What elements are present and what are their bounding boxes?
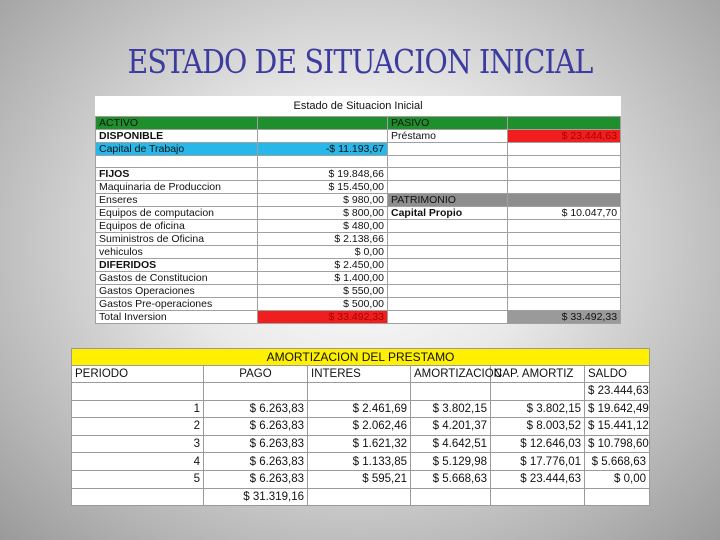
pago-cell: $ 6.263,83 xyxy=(204,470,308,488)
interes-cell: $ 1.133,85 xyxy=(308,453,411,471)
pago-cell: $ 6.263,83 xyxy=(204,453,308,471)
col-header-pago: PAGO xyxy=(204,366,308,383)
fijos-label: FIJOS xyxy=(96,168,258,181)
col-header-amortizacion: AMORTIZACION xyxy=(411,366,491,383)
fijo-item-value: $ 980,00 xyxy=(258,194,388,207)
capital-propio-label: Capital Propio xyxy=(388,207,508,220)
total-pasivo-value: $ 33.492,33 xyxy=(508,311,621,324)
cap-amortiz-cell: $ 12.646,03 xyxy=(491,435,585,453)
saldo-cell: $ 19.642,49 xyxy=(585,400,650,418)
interes-cell: $ 2.062,46 xyxy=(308,418,411,436)
amortization-title: AMORTIZACION DEL PRESTAMO xyxy=(72,349,650,366)
fijo-item-value: $ 800,00 xyxy=(258,207,388,220)
slide-title: ESTADO DE SITUACION INICIAL xyxy=(127,42,593,81)
fijo-item-value: $ 15.450,00 xyxy=(258,181,388,194)
balance-sheet-table xyxy=(95,96,621,324)
diferido-item-value: $ 550,00 xyxy=(258,285,388,298)
table-row xyxy=(72,435,650,453)
pago-cell: $ 6.263,83 xyxy=(204,418,308,436)
amortization-table xyxy=(71,348,650,506)
fijos-value: $ 19.848,66 xyxy=(258,168,388,181)
table-row xyxy=(72,470,650,488)
cap-amortiz-cell: $ 17.776,01 xyxy=(491,453,585,471)
diferidos-label: DIFERIDOS xyxy=(96,259,258,272)
balance-sheet-title: Estado de Situacion Inicial xyxy=(293,99,423,112)
cap-amortiz-cell: $ 3.802,15 xyxy=(491,400,585,418)
fijo-item-label: Maquinaria de Produccion xyxy=(96,181,258,194)
activo-header: ACTIVO xyxy=(96,116,258,129)
periodo-cell: 3 xyxy=(72,435,204,453)
diferido-item-value: $ 500,00 xyxy=(258,298,388,311)
saldo-cell: $ 5.668,63 xyxy=(585,453,650,471)
fijo-item-label: vehiculos xyxy=(96,246,258,259)
fijo-item-value: $ 2.138,66 xyxy=(258,233,388,246)
periodo-cell: 5 xyxy=(72,470,204,488)
amortizacion-cell: $ 3.802,15 xyxy=(411,400,491,418)
table-row xyxy=(72,400,650,418)
interes-cell: $ 1.621,32 xyxy=(308,435,411,453)
prestamo-value: $ 23.444,63 xyxy=(508,129,621,142)
periodo-cell: 4 xyxy=(72,453,204,471)
amortizacion-cell: $ 4.642,51 xyxy=(411,435,491,453)
table-row xyxy=(72,418,650,436)
pago-cell: $ 6.263,83 xyxy=(204,435,308,453)
fijo-item-label: Suministros de Oficina xyxy=(96,233,258,246)
disponible-label: DISPONIBLE xyxy=(96,129,258,142)
fijo-item-label: Equipos de computacion xyxy=(96,207,258,220)
pago-cell: $ 6.263,83 xyxy=(204,400,308,418)
cap-amortiz-cell: $ 23.444,63 xyxy=(491,470,585,488)
total-pago: $ 31.319,16 xyxy=(204,488,308,506)
initial-saldo: $ 23.444,63 xyxy=(585,383,650,401)
amortizacion-cell: $ 5.129,98 xyxy=(411,453,491,471)
prestamo-label: Préstamo xyxy=(388,129,508,142)
col-header-cap-amortiz: CAP. AMORTIZ xyxy=(491,366,585,383)
fijo-item-value: $ 480,00 xyxy=(258,220,388,233)
col-header-interes: INTERES xyxy=(308,366,411,383)
diferido-item-value: $ 1.400,00 xyxy=(258,272,388,285)
col-header-periodo: PERIODO xyxy=(72,366,204,383)
col-header-saldo: SALDO xyxy=(585,366,650,383)
fijo-item-label: Equipos de oficina xyxy=(96,220,258,233)
total-inversion-label: Total Inversion xyxy=(96,311,258,324)
amortizacion-cell: $ 4.201,37 xyxy=(411,418,491,436)
capital-trabajo-label: Capital de Trabajo xyxy=(96,142,258,155)
diferido-item-label: Gastos Operaciones xyxy=(96,285,258,298)
saldo-cell: $ 15.441,12 xyxy=(585,418,650,436)
periodo-cell: 2 xyxy=(72,418,204,436)
diferido-item-label: Gastos de Constitucion xyxy=(96,272,258,285)
fijo-item-label: Enseres xyxy=(96,194,258,207)
table-row xyxy=(72,453,650,471)
fijo-item-value: $ 0,00 xyxy=(258,246,388,259)
periodo-cell: 1 xyxy=(72,400,204,418)
capital-propio-value: $ 10.047,70 xyxy=(508,207,621,220)
diferido-item-label: Gastos Pre-operaciones xyxy=(96,298,258,311)
total-inversion-value: $ 33.492,33 xyxy=(258,311,388,324)
interes-cell: $ 595,21 xyxy=(308,470,411,488)
patrimonio-header: PATRIMONIO xyxy=(388,194,508,207)
interes-cell: $ 2.461,69 xyxy=(308,400,411,418)
cap-amortiz-cell: $ 8.003,52 xyxy=(491,418,585,436)
saldo-cell: $ 0,00 xyxy=(585,470,650,488)
pasivo-header: PASIVO xyxy=(388,116,508,129)
diferidos-value: $ 2.450,00 xyxy=(258,259,388,272)
amortizacion-cell: $ 5.668,63 xyxy=(411,470,491,488)
capital-trabajo-value: -$ 11.193,67 xyxy=(258,142,388,155)
saldo-cell: $ 10.798,60 xyxy=(585,435,650,453)
